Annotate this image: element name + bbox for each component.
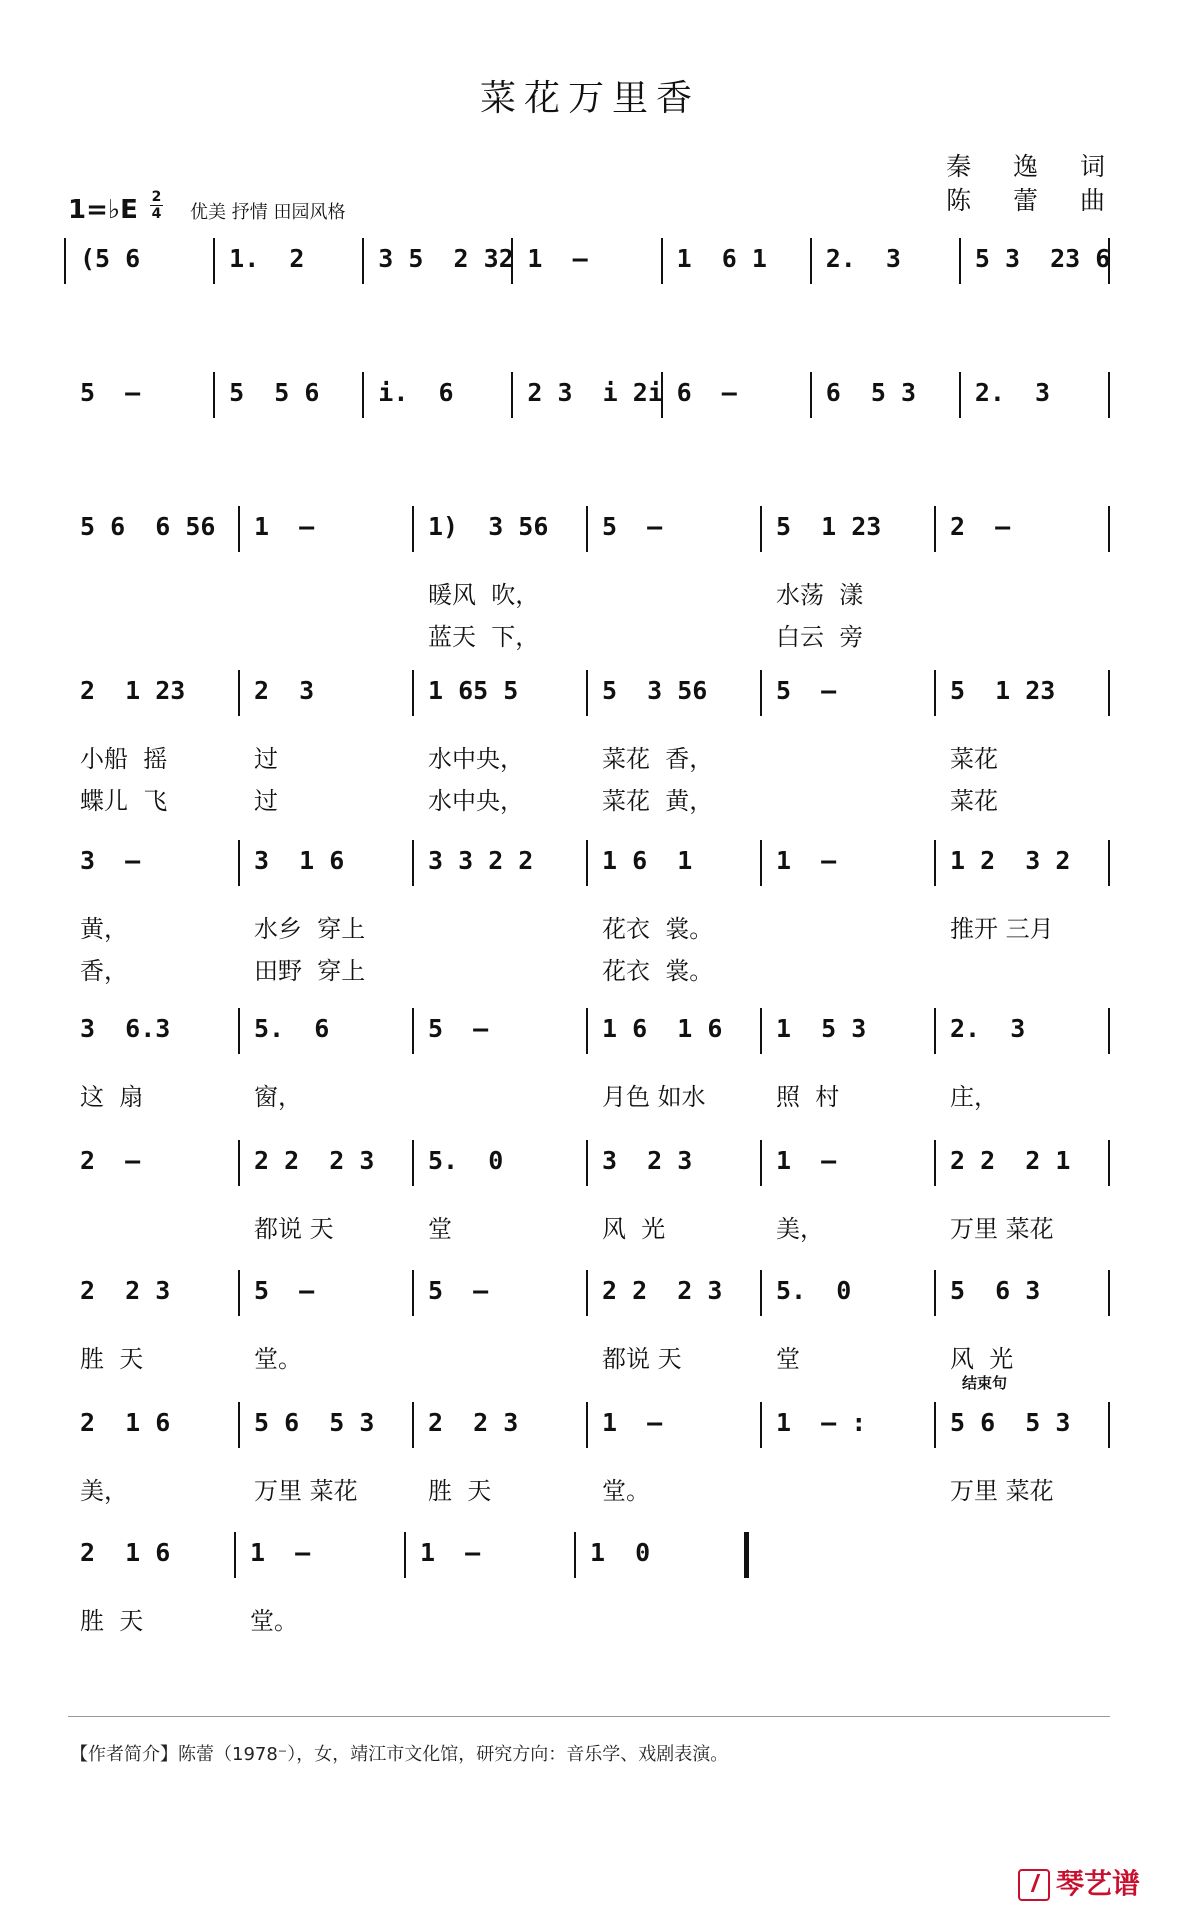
lyric-text: 都说 天 — [602, 1345, 682, 1373]
lyric-text: 堂 — [776, 1345, 800, 1373]
measure-notes: 3 5 2 32 — [378, 244, 514, 273]
site-logo — [1018, 1862, 1140, 1902]
barline — [1108, 1270, 1110, 1316]
logo-icon — [1018, 1869, 1050, 1901]
barline — [213, 372, 215, 418]
credits — [946, 150, 1122, 218]
measure-notes: 2 2 2 1 — [950, 1146, 1071, 1175]
barline — [238, 840, 240, 886]
barline — [1108, 1140, 1110, 1186]
measure-notes: 2 3 i 2i — [527, 378, 663, 407]
lyric-text: 庄， — [950, 1083, 998, 1111]
barline — [412, 506, 414, 552]
barline — [238, 1402, 240, 1448]
barline — [586, 670, 588, 716]
measure-notes: 3 – — [80, 846, 141, 875]
barline — [760, 1270, 762, 1316]
barline — [586, 1402, 588, 1448]
measure-notes: 1 6 1 — [602, 846, 693, 875]
lyric-text: 堂。 — [250, 1607, 298, 1635]
barline — [64, 238, 66, 284]
measure-notes: 5 3 23 6 — [974, 244, 1111, 273]
measure-notes: 5. 0 — [428, 1146, 504, 1175]
barline — [934, 1140, 936, 1186]
barline — [412, 1008, 414, 1054]
barline — [760, 840, 762, 886]
lyric-text: 这 扇 — [80, 1083, 144, 1111]
measure-notes: 1 5 3 — [776, 1014, 867, 1043]
measure-notes: 6 5 3 — [825, 378, 917, 407]
lyric-text: 照 村 — [776, 1083, 840, 1111]
barline — [744, 1532, 749, 1578]
lyric-text: 窗， — [254, 1083, 302, 1111]
lyric-text: 胜 天 — [80, 1345, 144, 1373]
measure-notes: 6 – — [676, 378, 737, 407]
measure-notes: 2 2 3 — [80, 1276, 171, 1305]
style-marking: 优美 抒情 田园风格 — [190, 202, 346, 223]
barline — [238, 1270, 240, 1316]
barline — [234, 1532, 236, 1578]
measure-notes: 3 6.3 — [80, 1014, 171, 1043]
barline — [661, 238, 663, 284]
measure-notes: 1 2 3 2 — [950, 846, 1071, 875]
lyric-text: 黄， — [80, 915, 128, 943]
lyric-text: 白云 旁 — [776, 623, 864, 651]
divider — [68, 1716, 1110, 1717]
barline — [1108, 506, 1110, 552]
measure-notes: 2. 3 — [974, 378, 1051, 407]
barline — [511, 372, 513, 418]
measure-notes: 3 1 6 — [254, 846, 345, 875]
measure-notes: 1 6 1 6 — [602, 1014, 723, 1043]
logo-text: 琴艺谱 — [1055, 1867, 1140, 1900]
measure-notes: i. 6 — [378, 378, 454, 407]
measure-notes: 2 1 6 — [80, 1408, 171, 1437]
lyric-text: 水乡 穿上 — [254, 915, 366, 943]
barline — [934, 670, 936, 716]
measure-notes: 5 – — [428, 1276, 489, 1305]
measure-notes: 1 – — [776, 1146, 837, 1175]
lyric-text: 堂。 — [254, 1345, 302, 1373]
measure-notes: 2 – — [950, 512, 1011, 541]
measure-notes: 5 – — [80, 378, 141, 407]
measure-notes: 5 6 5 3 — [254, 1408, 375, 1437]
lyric-text: 菜花 黄， — [602, 787, 714, 815]
lyric-text: 美， — [80, 1477, 128, 1505]
barline — [934, 1270, 936, 1316]
measure-notes: 5 3 56 — [602, 676, 708, 705]
measure-notes: 1) 3 56 — [428, 512, 549, 541]
lyric-text: 小船 摇 — [80, 745, 168, 773]
lyric-text: 蓝天 下， — [428, 623, 540, 651]
lyric-text: 万里 菜花 — [950, 1215, 1054, 1243]
barline — [412, 1402, 414, 1448]
measure-notes: 1. 2 — [229, 244, 305, 273]
measure-notes: 5 – — [602, 512, 663, 541]
barline — [586, 1140, 588, 1186]
measure-notes: 1 65 5 — [428, 676, 519, 705]
barline — [586, 1008, 588, 1054]
measure-notes: 2 2 2 3 — [602, 1276, 723, 1305]
lyric-text: 过 — [254, 745, 278, 773]
barline — [586, 840, 588, 886]
measure-notes: 2. 3 — [950, 1014, 1026, 1043]
measure-notes: 2 2 2 3 — [254, 1146, 375, 1175]
lyric-text: 水荡 漾 — [776, 581, 864, 609]
lyric-text: 菜花 — [950, 787, 998, 815]
measure-notes: 5. 6 — [254, 1014, 330, 1043]
measure-notes: 5 – — [254, 1276, 315, 1305]
lyric-text: 水中央， — [428, 745, 524, 773]
lyric-text: 胜 天 — [428, 1477, 492, 1505]
author-bio: 【作者简介】陈蕾（1978⁻），女，靖江市文化馆，研究方向：音乐学、戏剧表演。 — [70, 1744, 729, 1765]
measure-notes: 1 6 1 — [676, 244, 767, 273]
lyric-text: 胜 天 — [80, 1607, 144, 1635]
time-bottom: 4 — [151, 206, 162, 222]
measure-notes: 1 – — [250, 1538, 311, 1567]
measure-notes: 1 – : — [776, 1408, 867, 1437]
lyric-text: 暖风 吹， — [428, 581, 540, 609]
barline — [362, 238, 364, 284]
lyricist: 秦 逸 词 — [946, 152, 1122, 181]
song-title: 菜花万里香 — [479, 78, 700, 119]
barline — [810, 238, 812, 284]
barline — [238, 1008, 240, 1054]
lyric-text: 堂 — [428, 1215, 452, 1243]
barline — [1108, 1008, 1110, 1054]
barline — [760, 670, 762, 716]
lyric-text: 菜花 — [950, 745, 998, 773]
lyric-text: 水中央， — [428, 787, 524, 815]
measure-notes: 5. 0 — [776, 1276, 852, 1305]
barline — [1108, 840, 1110, 886]
barline — [238, 1140, 240, 1186]
barline — [412, 1270, 414, 1316]
key-signature: 1=♭E — [68, 195, 138, 225]
lyric-text: 香， — [80, 957, 128, 985]
barline — [213, 238, 215, 284]
barline — [934, 1008, 936, 1054]
lyric-text: 都说 天 — [254, 1215, 334, 1243]
measure-notes: 3 3 2 2 — [428, 846, 534, 875]
barline — [1108, 372, 1110, 418]
barline — [238, 670, 240, 716]
measure-notes: 5 6 5 3 — [950, 1408, 1071, 1437]
time-top: 2 — [151, 189, 162, 205]
measure-notes: 2 1 23 — [80, 676, 186, 705]
lyric-text: 风 光 — [950, 1345, 1014, 1373]
barline — [1108, 670, 1110, 716]
measure-notes: 2 1 6 — [80, 1538, 171, 1567]
barline — [574, 1532, 576, 1578]
barline — [586, 506, 588, 552]
barline — [238, 506, 240, 552]
barline — [934, 506, 936, 552]
measure-notes: 5 5 6 — [229, 378, 320, 407]
lyric-text: 花衣 裳。 — [602, 957, 714, 985]
barline — [959, 372, 961, 418]
barline — [404, 1532, 406, 1578]
measure-notes: 5 – — [776, 676, 837, 705]
lyric-text: 过 — [254, 787, 278, 815]
measure-notes: 2 3 — [254, 676, 315, 705]
lyric-text: 堂。 — [602, 1477, 650, 1505]
lyric-text: 菜花 香， — [602, 745, 714, 773]
barline — [1108, 1402, 1110, 1448]
lyric-text: 花衣 裳。 — [602, 915, 714, 943]
barline — [760, 1402, 762, 1448]
barline — [760, 1140, 762, 1186]
ending-annotation: 结束句 — [962, 1374, 1008, 1392]
lyric-text: 美， — [776, 1215, 824, 1243]
lyric-text: 月色 如水 — [602, 1083, 706, 1111]
measure-notes: 1 – — [420, 1538, 481, 1567]
lyric-text: 万里 菜花 — [254, 1477, 358, 1505]
measure-notes: 1 – — [254, 512, 315, 541]
barline — [412, 670, 414, 716]
measure-notes: 1 0 — [590, 1538, 651, 1567]
lyric-text: 田野 穿上 — [254, 957, 366, 985]
barline — [760, 1008, 762, 1054]
measure-notes: 2 – — [80, 1146, 141, 1175]
barline — [760, 506, 762, 552]
lyric-text: 蝶儿 飞 — [80, 787, 168, 815]
barline — [810, 372, 812, 418]
barline — [959, 238, 961, 284]
composer: 陈 蕾 曲 — [946, 186, 1122, 215]
barline — [362, 372, 364, 418]
measure-notes: 5 6 3 — [950, 1276, 1041, 1305]
measure-notes: 5 – — [428, 1014, 489, 1043]
measure-notes: 5 6 6 56 — [80, 512, 216, 541]
barline — [412, 1140, 414, 1186]
measure-notes: 1 – — [602, 1408, 663, 1437]
measure-notes: 1 – — [776, 846, 837, 875]
lyric-text: 风 光 — [602, 1215, 666, 1243]
barline — [586, 1270, 588, 1316]
measure-notes: 5 1 23 — [950, 676, 1056, 705]
barline — [934, 1402, 936, 1448]
time-signature — [150, 190, 163, 221]
lyric-text: 推开 三月 — [950, 915, 1054, 943]
measure-notes: 5 1 23 — [776, 512, 882, 541]
lyric-text: 万里 菜花 — [950, 1477, 1054, 1505]
barline — [934, 840, 936, 886]
measure-notes: 1 – — [527, 244, 588, 273]
measure-notes: 2 2 3 — [428, 1408, 519, 1437]
measure-notes: 3 2 3 — [602, 1146, 693, 1175]
barline — [412, 840, 414, 886]
measure-notes: 2. 3 — [825, 244, 901, 273]
measure-notes: (5 6 — [80, 244, 141, 273]
